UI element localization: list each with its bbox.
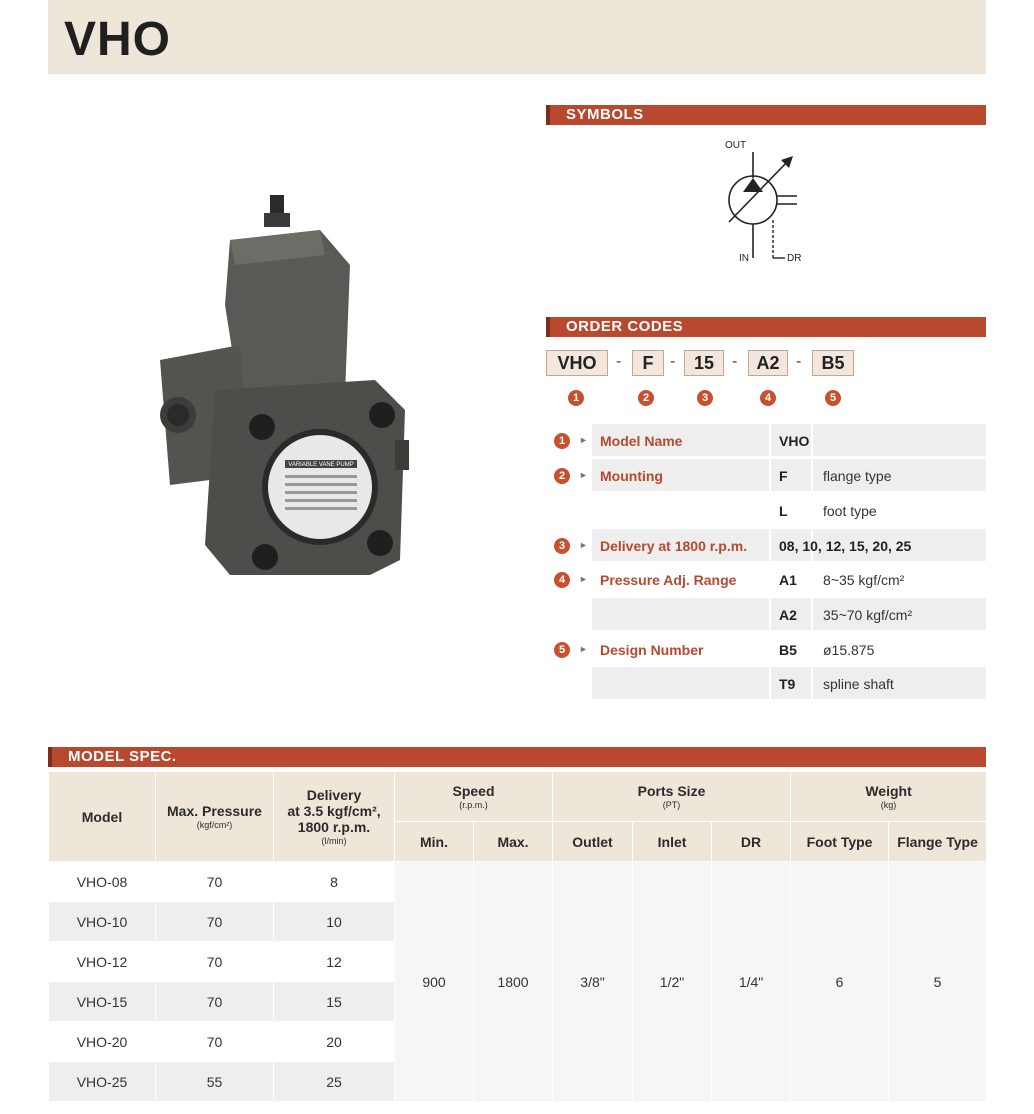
col-speed: Speed (r.p.m.) xyxy=(395,772,553,822)
row-number-badge: 4 xyxy=(554,572,570,588)
code-part-mounting: F xyxy=(632,350,664,376)
order-codes-heading: ORDER CODES xyxy=(566,318,684,335)
model-cell: VHO-15 xyxy=(49,982,156,1022)
outlet-cell: 3/8" xyxy=(553,862,633,1102)
col-max-pressure: Max. Pressure (kgf/cm²) xyxy=(156,772,274,862)
dr-cell: 1/4" xyxy=(712,862,791,1102)
col-model: Model xyxy=(49,772,156,862)
model-spec-table xyxy=(48,771,987,1102)
code-number-badge: 3 xyxy=(697,390,713,406)
code-number-badge: 1 xyxy=(568,390,584,406)
page-title: VHO xyxy=(64,13,172,66)
model-cell: VHO-20 xyxy=(49,1022,156,1062)
delivery-cell: 12 xyxy=(274,942,395,982)
order-code-desc: 8~35 kgf/cm² xyxy=(823,572,905,588)
pump-symbol-icon xyxy=(715,130,815,270)
foot-weight-cell: 6 xyxy=(791,862,889,1102)
order-code-desc: foot type xyxy=(823,503,877,519)
code-part-pressure: A2 xyxy=(748,350,788,376)
column-divider xyxy=(811,424,813,700)
order-code-row xyxy=(592,494,986,526)
model-cell: VHO-25 xyxy=(49,1062,156,1102)
code-number-badge: 4 xyxy=(760,390,776,406)
row-number-badge: 5 xyxy=(554,642,570,658)
pressure-cell: 70 xyxy=(156,942,274,982)
pressure-cell: 70 xyxy=(156,982,274,1022)
pressure-cell: 70 xyxy=(156,862,274,902)
order-code-label: Delivery at 1800 r.p.m. xyxy=(600,538,748,554)
speed-max-cell: 1800 xyxy=(474,862,553,1102)
order-code-value: 08, 10, 12, 15, 20, 25 xyxy=(779,538,912,554)
speed-min-cell: 900 xyxy=(395,862,474,1102)
model-cell: VHO-12 xyxy=(49,942,156,982)
order-code-desc: spline shaft xyxy=(823,676,894,692)
order-code-value: VHO xyxy=(779,433,810,449)
col-dr: DR xyxy=(712,822,791,862)
model-cell: VHO-08 xyxy=(49,862,156,902)
code-dash: - xyxy=(796,353,802,370)
order-code-value: A1 xyxy=(779,572,797,588)
model-spec-heading: MODEL SPEC. xyxy=(68,748,177,765)
order-code-desc: 35~70 kgf/cm² xyxy=(823,607,913,623)
delivery-cell: 20 xyxy=(274,1022,395,1062)
symbols-heading: SYMBOLS xyxy=(566,106,644,123)
order-code-label: Model Name xyxy=(600,433,683,449)
symbols-header xyxy=(546,105,986,125)
delivery-cell: 8 xyxy=(274,862,395,902)
table-row xyxy=(49,862,987,902)
row-number-badge: 2 xyxy=(554,468,570,484)
col-ports: Ports Size (PT) xyxy=(553,772,791,822)
model-cell: VHO-10 xyxy=(49,902,156,942)
delivery-cell: 25 xyxy=(274,1062,395,1102)
model-spec-header xyxy=(48,747,986,767)
flange-weight-cell: 5 xyxy=(889,862,987,1102)
order-code-value: F xyxy=(779,468,788,484)
arrow-icon: ► xyxy=(579,470,588,480)
pressure-cell: 55 xyxy=(156,1062,274,1102)
code-number-badge: 2 xyxy=(638,390,654,406)
inlet-cell: 1/2" xyxy=(633,862,712,1102)
code-part-design: B5 xyxy=(812,350,854,376)
symbol-in-label: IN xyxy=(739,253,749,264)
col-flange-type: Flange Type xyxy=(889,822,987,862)
row-number-badge: 1 xyxy=(554,433,570,449)
code-dash: - xyxy=(670,353,676,370)
order-code-value: A2 xyxy=(779,607,797,623)
order-code-desc: ø15.875 xyxy=(823,642,875,658)
order-code-desc: flange type xyxy=(823,468,892,484)
row-number-badge: 3 xyxy=(554,538,570,554)
col-speed-max: Max. xyxy=(474,822,553,862)
arrow-icon: ► xyxy=(579,574,588,584)
code-number-badge: 5 xyxy=(825,390,841,406)
order-code-value: B5 xyxy=(779,642,797,658)
order-code-label: Pressure Adj. Range xyxy=(600,572,737,588)
order-code-label: Mounting xyxy=(600,468,663,484)
col-inlet: Inlet xyxy=(633,822,712,862)
col-weight: Weight (kg) xyxy=(791,772,987,822)
col-delivery: Delivery at 3.5 kgf/cm², 1800 r.p.m. (l/min) xyxy=(274,772,395,862)
order-code-value: T9 xyxy=(779,676,796,692)
order-codes-header xyxy=(546,317,986,337)
symbol-out-label: OUT xyxy=(725,140,747,151)
pressure-cell: 70 xyxy=(156,902,274,942)
col-speed-min: Min. xyxy=(395,822,474,862)
delivery-cell: 15 xyxy=(274,982,395,1022)
pump-illustration xyxy=(120,185,420,585)
column-divider xyxy=(769,424,771,700)
pressure-cell: 70 xyxy=(156,1022,274,1062)
code-part-model: VHO xyxy=(546,350,608,376)
delivery-cell: 10 xyxy=(274,902,395,942)
arrow-icon: ► xyxy=(579,540,588,550)
code-part-delivery: 15 xyxy=(684,350,724,376)
arrow-icon: ► xyxy=(579,435,588,445)
arrow-icon: ► xyxy=(579,644,588,654)
code-dash: - xyxy=(616,353,622,370)
nameplate-title: VARIABLE VANE PUMP xyxy=(288,462,354,468)
order-code-label: Design Number xyxy=(600,642,704,658)
title-bar xyxy=(48,0,986,74)
order-code-value: L xyxy=(779,503,788,519)
symbol-dr-label: DR xyxy=(787,253,802,264)
col-outlet: Outlet xyxy=(553,822,633,862)
col-foot-type: Foot Type xyxy=(791,822,889,862)
code-dash: - xyxy=(732,353,738,370)
